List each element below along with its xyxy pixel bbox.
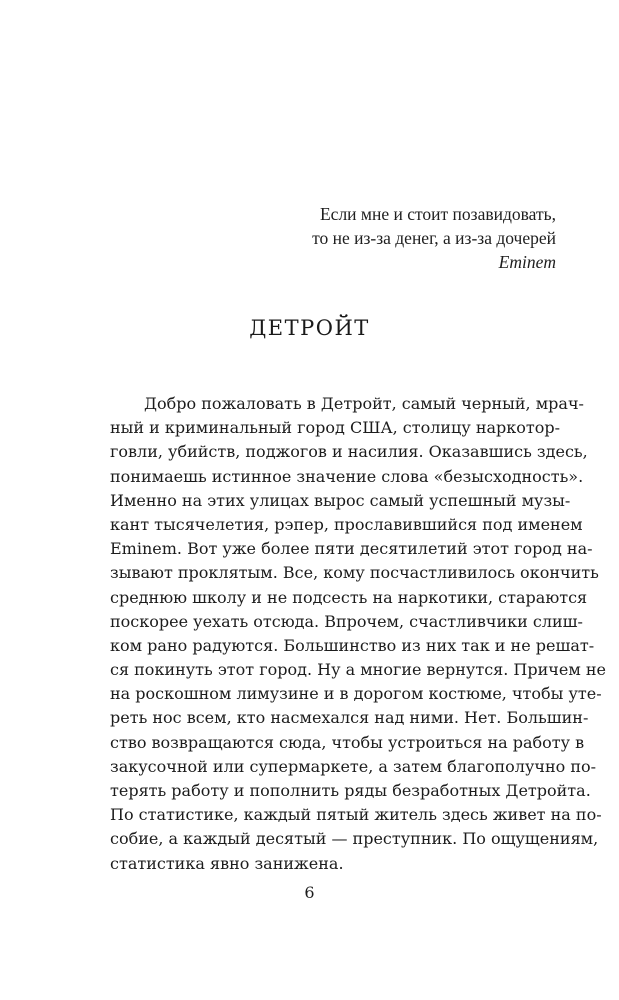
epigraph-author: Eminem — [498, 252, 556, 272]
text-line: терять работу и пополнить ряды безработных Детройта. — [110, 781, 591, 800]
epigraph-line: Если мне и стоит позавидовать, — [319, 204, 556, 224]
text-line: Добро пожаловать в Детройт, самый черный, мрач- — [144, 394, 584, 413]
text-line: ство возвращаются сюда, чтобы устроиться на работу в — [110, 732, 585, 752]
text-line: ком рано радуются. Большинство из них так и не решат- — [110, 635, 595, 655]
text-line: на роскошном лимузине и в дорогом костюме, чтобы уте- — [110, 684, 602, 704]
text-line: ный и криминальный город США, столицу наркотор- — [110, 418, 561, 438]
page-number: 6 — [304, 883, 315, 902]
text-line: зывают проклятым. Все, кому посчастливилось окончить — [110, 563, 599, 583]
text-line: понимаешь истинное значение слова «безысходность». — [110, 466, 584, 486]
text-line: ся покинуть этот город. Ну а многие вернутся. Причем не — [110, 660, 606, 680]
epigraph — [312, 202, 556, 274]
epigraph-line: то не из-за денег, а из-за дочерей — [312, 228, 556, 248]
text-line: кант тысячелетия, рэпер, прославившийся под именем — [110, 514, 583, 534]
text-line: среднюю школу и не подсесть на наркотики, стараются — [110, 587, 588, 607]
text-line: поскорее уехать отсюда. Впрочем, счастливчики слиш- — [110, 611, 583, 631]
text-line: По статистике, каждый пятый житель здесь живет на по- — [110, 805, 602, 825]
text-line: статистика явно занижена. — [110, 853, 344, 873]
text-line: Eminem. Вот уже более пяти десятилетий этот город на- — [110, 539, 593, 559]
text-line: реть нос всем, кто насмехался над ними. Нет. Большин- — [110, 708, 589, 728]
text-line: собие, а каждый десятый — преступник. По ощущениям, — [110, 829, 599, 849]
text-line: говли, убийств, поджогов и насилия. Оказавшись здесь, — [110, 442, 588, 462]
body-paragraph — [110, 392, 606, 876]
text-line: закусочной или супермаркете, а затем благополучно по- — [110, 756, 597, 776]
text-line: Именно на этих улицах вырос самый успешный музы- — [110, 490, 571, 510]
chapter-title: ДЕТРОЙТ — [249, 316, 370, 340]
